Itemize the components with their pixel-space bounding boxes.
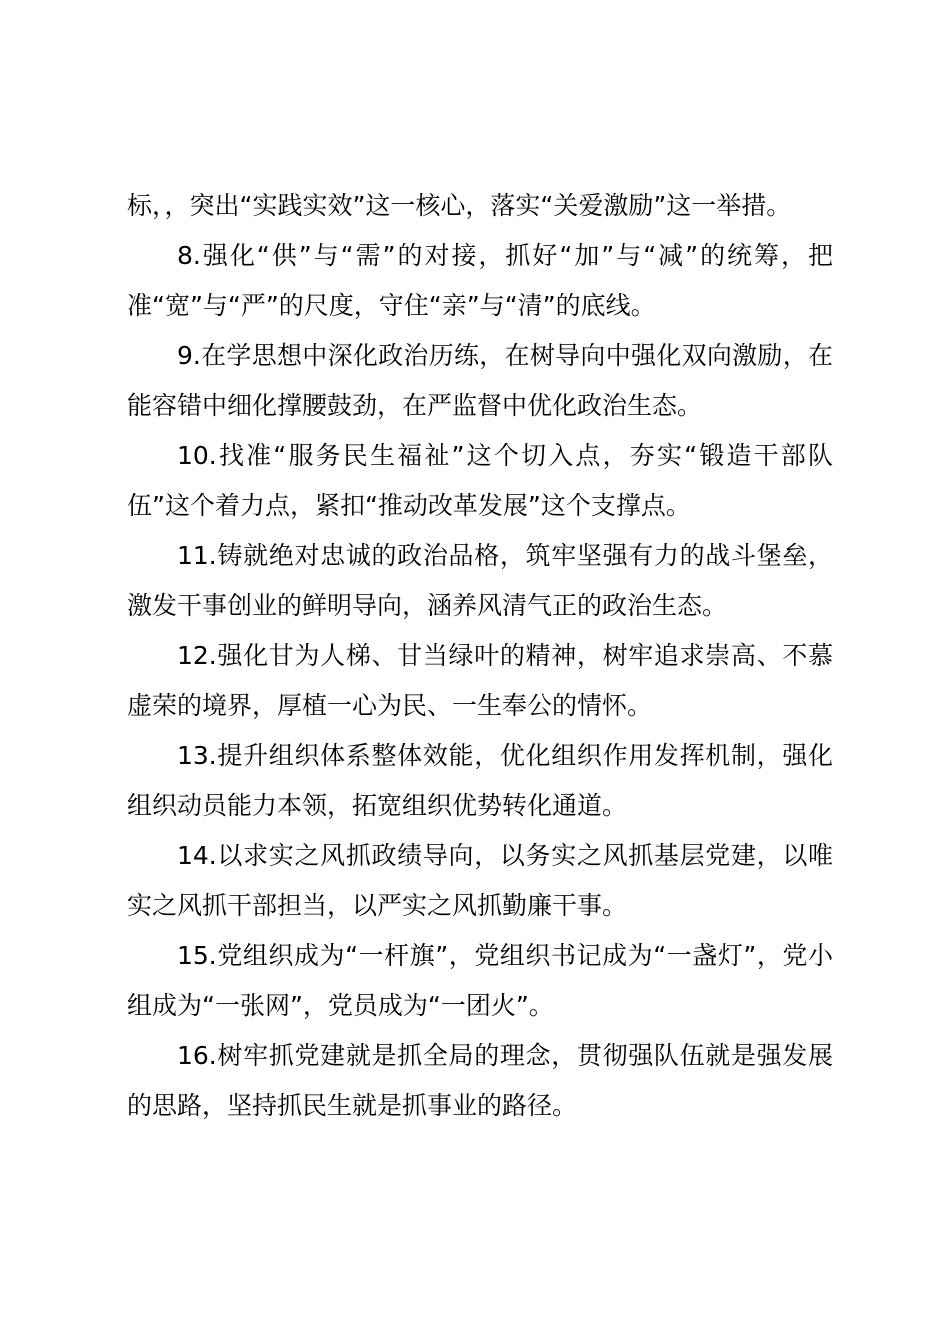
paragraph-item-15: 15.党组织成为“一杆旗”，党组织书记成为“一盏灯”，党小组成为“一张网”，党员成为“一团火”。 — [127, 941, 833, 1020]
paragraph-item-8: 8.强化“供”与“需”的对接，抓好“加”与“减”的统筹，把准“宽”与“严”的尺度，守住“亲”与“清”的底线。 — [127, 241, 833, 320]
paragraph-item-9: 9.在学思想中深化政治历练，在树导向中强化双向激励，在能容错中细化撑腰鼓劲，在严监督中优化政治生态。 — [127, 341, 833, 420]
paragraph-item-12: 12.强化甘为人梯、甘当绿叶的精神，树牢追求崇高、不慕虚荣的境界，厚植一心为民、一生奉公的情怀。 — [127, 641, 833, 720]
document-body — [127, 181, 833, 1131]
paragraph-item-10: 10.找准“服务民生福祉”这个切入点，夯实“锻造干部队伍”这个着力点，紧扣“推动改革发展”这个支撑点。 — [127, 441, 833, 520]
paragraph-item-16: 16.树牢抓党建就是抓全局的理念，贯彻强队伍就是强发展的思路，坚持抓民生就是抓事业的路径。 — [127, 1041, 833, 1120]
paragraph-continuation: 标，，突出“实践实效”这一核心，落实“关爱激励”这一举措。 — [127, 191, 792, 220]
paragraph-item-11: 11.铸就绝对忠诚的政治品格，筑牢坚强有力的战斗堡垒，激发干事创业的鲜明导向，涵养风清气正的政治生态。 — [127, 541, 833, 620]
paragraph-item-14: 14.以求实之风抓政绩导向，以务实之风抓基层党建，以唯实之风抓干部担当，以严实之风抓勤廉干事。 — [127, 841, 833, 920]
paragraph-item-13: 13.提升组织体系整体效能，优化组织作用发挥机制，强化组织动员能力本领，拓宽组织优势转化通道。 — [127, 741, 833, 820]
